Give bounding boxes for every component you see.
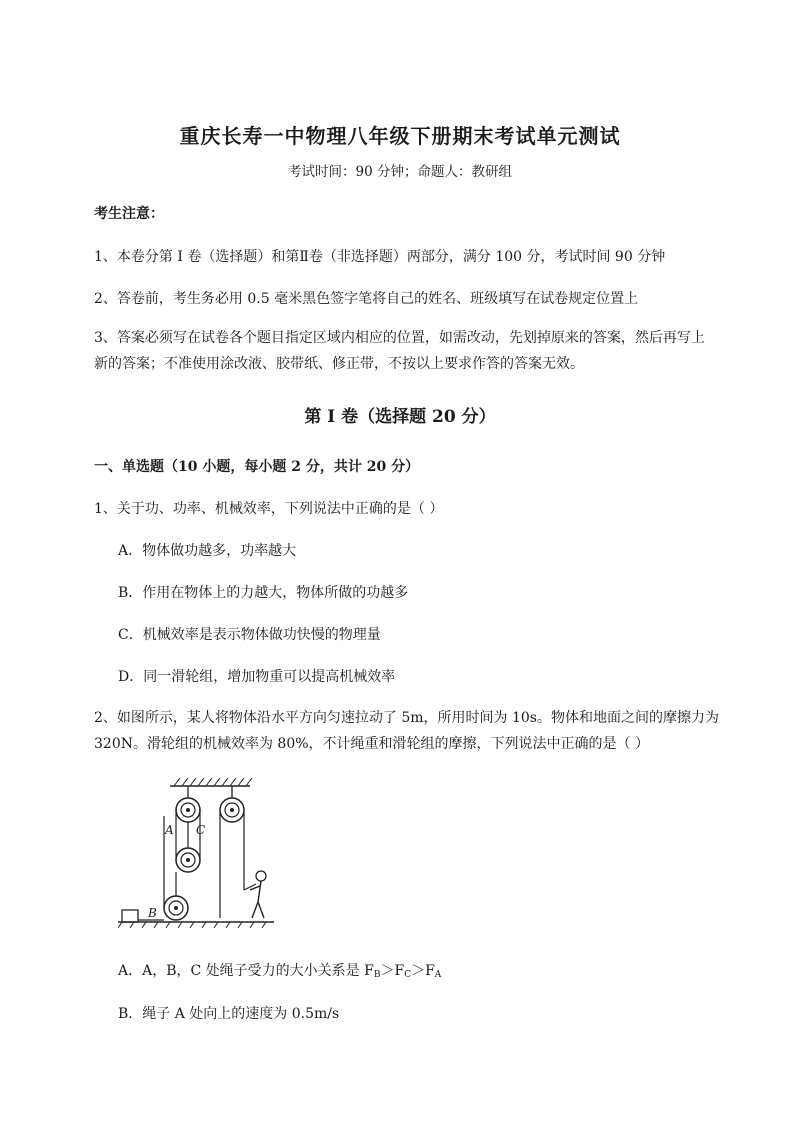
question-1-stem: 1、关于功、功率、机械效率，下列说法中正确的是（ ）	[94, 501, 444, 517]
pulley-diagram	[118, 772, 278, 932]
notice-item-3: 3、答案必须写在试卷各个题目指定区域内相应的位置，如需改动，先划掉原来的答案，然后再写上新的答案；不准使用涂改液、胶带纸、修正带，不按以上要求作答的答案无效。	[94, 330, 705, 372]
question-2-option-b: B．绳子 A 处向上的速度为 0.5m/s	[118, 1006, 340, 1022]
question-1-option-d: D．同一滑轮组，增加物重可以提高机械效率	[118, 669, 396, 685]
label-a: A	[165, 823, 174, 837]
greater-than-2: ＞F	[411, 963, 435, 979]
question-1-option-c: C．机械效率是表示物体做功快慢的物理量	[118, 627, 381, 643]
notice-heading: 考生注意：	[94, 206, 164, 222]
subscript-a: A	[434, 970, 442, 980]
question-1-option-a: A．物体做功越多，功率越大	[118, 543, 297, 559]
question-2-option-a-text: A．A，B，C 处绳子受力的大小关系是 F	[118, 963, 374, 979]
section-title: 第 I 卷（选择题 20 分）	[304, 407, 496, 427]
page-title: 重庆长寿一中物理八年级下册期末考试单元测试	[179, 124, 621, 148]
question-1-option-b: B．作用在物体上的力越大，物体所做的功越多	[118, 585, 409, 601]
label-c: C	[196, 823, 206, 837]
notice-item-2: 2、答卷前，考生务必用 0.5 毫米黑色签字笔将自己的姓名、班级填写在试卷规定位置上	[94, 291, 639, 307]
greater-than-1: ＞F	[380, 963, 405, 979]
exam-meta: 考试时间：90 分钟；命题人：教研组	[288, 164, 512, 180]
notice-item-1: 1、本卷分第 I 卷（选择题）和第Ⅱ卷（非选择题）两部分，满分 100 分，考试时间 90 分钟	[94, 249, 666, 265]
label-b: B	[148, 906, 157, 920]
subscript-c: C	[404, 970, 412, 980]
question-2-option-a	[118, 960, 441, 980]
part-heading: 一、单选题（10 小题，每小题 2 分，共计 20 分）	[94, 459, 420, 475]
subscript-b: B	[373, 970, 381, 980]
question-2-stem: 2、如图所示，某人将物体沿水平方向匀速拉动了 5m，所用时间为 10s。物体和地面之间的摩擦力为 320N。滑轮组的机械效率为 80%，不计绳重和滑轮组的摩擦，下列说法中正确的是（ ）	[94, 710, 719, 752]
